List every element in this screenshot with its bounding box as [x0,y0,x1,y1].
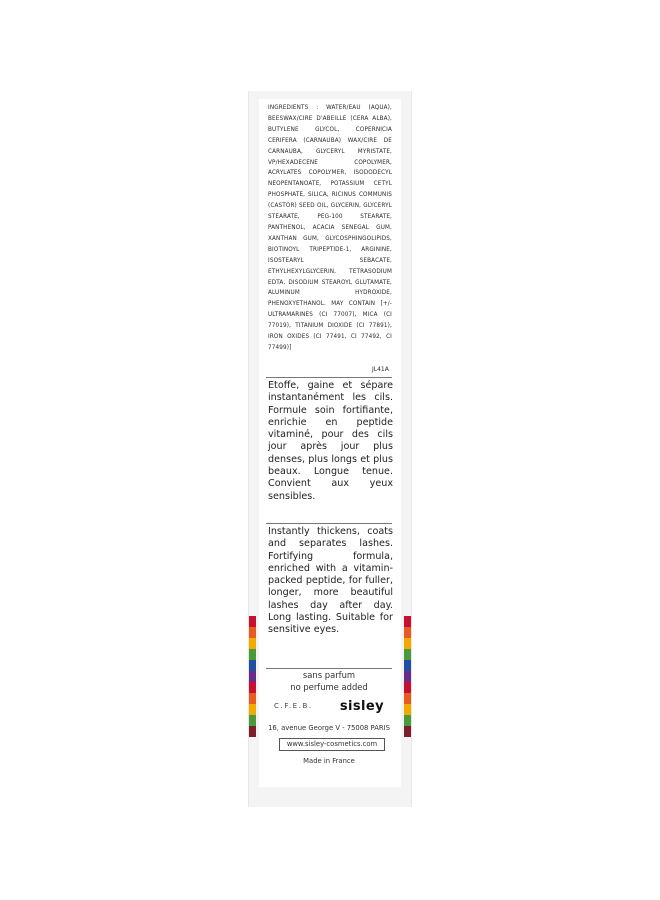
stripe-band [404,671,411,682]
stripe-band [249,638,256,649]
stripe-band [404,649,411,660]
no-perfume-text: no perfume added [290,682,368,692]
divider-2 [266,523,392,524]
left-color-stripe [249,616,256,744]
sans-parfum-text: sans parfum [302,670,356,680]
stripe-band [249,649,256,660]
ingredients-list: INGREDIENTS : WATER/EAU (AQUA), BEESWAX/CIRE D'ABEILLE (CERA ALBA), BUTYLENE GLYCOL, COPERNICIA CERIFERA (CARNAUBA) WAX/CIRE DE CARNAUBA, GLYCERYL MYRISTATE, VP/HEXADECENE COPOLYMER, ACRYLATES COPOLYMER, ISODODECYL NEOPENTANOATE, POTASSIUM CETYL PHOSPHATE, SILICA, RICINUS COMMUNIS (CASTOR) SEED OIL, GLYCERIN, GLYCERYL STEARATE, PEG-100 STEARATE, PANTHENOL, ACACIA SENEGAL GUM, XANTHAN GUM, GLYCOSPHINGOLIPIDS, BIOTINOYL TRIPEPTIDE-1, ARGININE, ISOSTEARYL SEBACATE, ETHYLHEXYLGLYCERIN, TETRASODIUM EDTA, DISODIUM STEAROYL GLUTAMATE, ALUMINUM HYDROXIDE, PHENOXYETHANOL. MAY CONTAIN [+/- ULTRAMARINES (CI 77007), MICA (CI 77019), TITANIUM DIOXIDE (CI 77891), IRON OXIDES (CI 77491, CI 77492, CI 77499)] [268,104,392,351]
brand-row [274,699,384,715]
stripe-band [249,726,256,737]
divider-1 [266,377,392,378]
stripe-band [249,660,256,671]
stripe-band [404,704,411,715]
stripe-band [249,616,256,627]
website-url: www.sisley-cosmetics.com [279,738,385,751]
stripe-band [404,660,411,671]
cfeb-mark: C.F.E.B. [274,702,313,710]
stripe-band [404,682,411,693]
french-description: Etoffe, gaine et sépare instantanément les cils. Formule soin fortifiante, enrichie en peptide vitaminé, pour des cils jour après jour plus denses, plus longs et plus beaux. Longue tenue. Convient aux yeux sensibles. [268,380,393,502]
right-color-stripe [404,616,411,744]
stripe-band [249,671,256,682]
stripe-band [249,693,256,704]
stripe-band [404,616,411,627]
address: 16, avenue George V - 75008 PARIS [268,724,390,732]
batch-code: JL41A [372,366,389,373]
english-description: Instantly thickens, coats and separates lashes. Fortifying formula, enriched with a vitamin-packed peptide, for fuller, longer, more beautiful lashes day after day. Long lasting. Suitable for sensitive eyes. [268,526,393,636]
stripe-band [404,726,411,737]
stripe-band [249,704,256,715]
stripe-band [249,627,256,638]
made-in-label: Made in France [303,757,355,765]
stripe-band [404,715,411,726]
stripe-band [249,682,256,693]
sisley-logo: sisley [339,699,384,714]
stripe-band [249,715,256,726]
stripe-band [404,693,411,704]
stripe-band [404,638,411,649]
divider-3 [266,668,392,669]
stripe-band [404,627,411,638]
